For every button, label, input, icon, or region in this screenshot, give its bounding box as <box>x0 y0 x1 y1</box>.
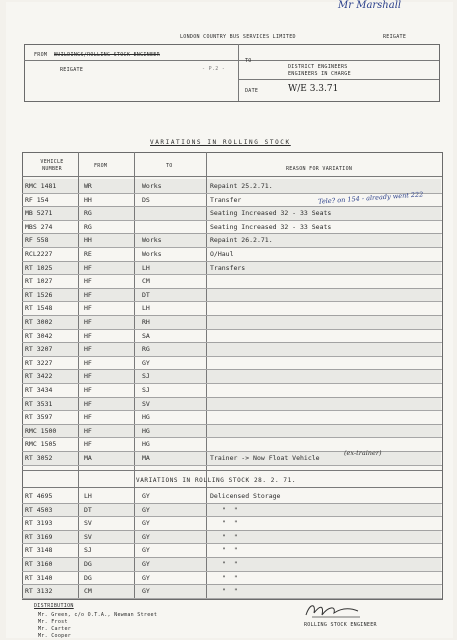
from-depot: DT <box>84 505 92 514</box>
from-depot: DG <box>84 560 92 568</box>
reason: " " <box>222 546 240 555</box>
company-name: LONDON COUNTRY BUS SERVICES LIMITED <box>180 34 296 40</box>
vehicle-number: RT 3169 <box>25 532 53 541</box>
to-depot: Works <box>142 182 162 190</box>
to-depot: HG <box>142 426 150 435</box>
distribution-line-4: Mr. Cooper <box>38 633 72 639</box>
distribution-line-3: Mr. Carter <box>38 626 72 632</box>
table-row <box>22 274 441 288</box>
to-depot: SJ <box>142 386 150 394</box>
to-depot: HG <box>142 413 150 422</box>
to-depot: GY <box>142 358 150 367</box>
date-label: DATE <box>245 88 259 94</box>
from-label: FROM <box>34 52 48 58</box>
reason: " " <box>222 532 240 541</box>
table-row <box>22 329 441 343</box>
from-depot: LH <box>84 492 92 500</box>
table-row <box>22 356 441 370</box>
vehicle-number: RT 3227 <box>25 358 53 367</box>
table-row <box>22 489 441 503</box>
signature-label: ROLLING STOCK ENGINEER <box>304 622 377 628</box>
to-depot: GY <box>142 546 150 555</box>
from-depot: RE <box>84 250 92 258</box>
to-line2: ENGINEERS IN CHARGE <box>288 71 351 77</box>
from-depot: HH <box>84 195 92 204</box>
col-header-from: FROM <box>94 163 108 169</box>
reason: Repaint 25.2.71. <box>210 182 273 190</box>
to-depot: GY <box>142 505 150 514</box>
from-depot: RG <box>84 222 92 231</box>
to-depot: GY <box>142 532 150 541</box>
to-depot: DT <box>142 290 150 299</box>
header-line <box>24 60 439 61</box>
to-depot: RG <box>142 345 150 354</box>
vehicle-number: RT 3160 <box>25 560 53 568</box>
table-row <box>22 288 441 302</box>
table-row <box>22 315 441 329</box>
table-row <box>22 397 441 411</box>
from-depot: CM <box>84 587 92 596</box>
to-depot: GY <box>142 587 150 596</box>
reason: Seating Increased 32 - 33 Seats <box>210 222 332 231</box>
col-header-vehicle: VEHICLE NUMBER <box>40 159 64 172</box>
to-depot: GY <box>142 492 150 500</box>
signature-scribble <box>302 599 366 621</box>
vehicle-number: RMC 1500 <box>25 426 57 435</box>
date-value: W/E 3.3.71 <box>288 84 339 94</box>
table-row <box>22 369 441 383</box>
from-depot: HF <box>84 413 92 422</box>
reference: - P.2 - <box>202 66 226 72</box>
from-depot: HF <box>84 372 92 381</box>
vehicle-number: RT 4695 <box>25 492 53 500</box>
header-line-date <box>238 79 439 80</box>
to-depot: HG <box>142 440 150 449</box>
from-location: REIGATE <box>60 67 84 73</box>
row-line <box>22 465 442 466</box>
to-depot: MA <box>142 454 150 462</box>
from-depot: HF <box>84 426 92 435</box>
from-depot: HF <box>84 304 92 313</box>
vehicle-number: RF 558 <box>25 236 49 245</box>
vehicle-number: RT 3531 <box>25 399 53 408</box>
handwritten-addressee: Mr Marshall <box>338 0 402 11</box>
header-divider <box>238 44 239 101</box>
from-depot: HF <box>84 277 92 286</box>
from-depot: SJ <box>84 546 92 555</box>
to-depot: SA <box>142 331 150 340</box>
from-depot: SV <box>84 532 92 541</box>
to-depot: Works <box>142 236 162 245</box>
reason: Seating Increased 32 - 33 Seats <box>210 209 332 218</box>
vehicle-number: RT 3132 <box>25 587 53 596</box>
to-depot: LH <box>142 304 150 313</box>
col-header-to: TO <box>166 163 173 169</box>
to-line1: DISTRICT ENGINEERS <box>288 64 348 70</box>
vehicle-number: RMC 1481 <box>25 182 57 190</box>
to-label: TO <box>245 58 252 64</box>
table-row <box>22 383 441 397</box>
to-depot: RH <box>142 318 150 326</box>
table-row <box>22 503 441 517</box>
vehicle-number: RT 3002 <box>25 318 53 326</box>
reason: " " <box>222 560 240 568</box>
table-row <box>22 424 441 438</box>
vehicle-number: RF 154 <box>25 195 49 204</box>
section-title: VARIATIONS IN ROLLING STOCK <box>150 139 291 146</box>
vehicle-number: RT 4503 <box>25 505 53 514</box>
from-depot: MA <box>84 454 92 462</box>
vehicle-number: RT 3193 <box>25 519 53 528</box>
vehicle-number: RT 1025 <box>25 263 53 272</box>
table-row <box>22 530 441 544</box>
reason: " " <box>222 505 240 514</box>
table-row <box>22 233 441 247</box>
from-depot: WR <box>84 182 92 190</box>
col-header-reason: REASON FOR VARIATION <box>286 166 353 172</box>
vehicle-number: RT 1027 <box>25 277 53 286</box>
from-depot: RG <box>84 209 92 218</box>
company-location: REIGATE <box>383 34 407 40</box>
to-depot: GY <box>142 560 150 568</box>
table-row <box>22 342 441 356</box>
vehicle-number: RT 3148 <box>25 546 53 555</box>
to-depot: GY <box>142 519 150 528</box>
table-row <box>22 543 441 557</box>
table-row <box>22 206 441 220</box>
table-row <box>22 301 441 315</box>
from-depot: DG <box>84 573 92 582</box>
to-depot: Works <box>142 250 162 258</box>
header-row-line <box>22 176 442 177</box>
from-depot: HH <box>84 236 92 245</box>
row-line <box>22 598 442 599</box>
vehicle-number: RT 3207 <box>25 345 53 354</box>
handwritten-note-trainer: (ex-trainer) <box>344 449 382 457</box>
reason: " " <box>222 587 240 596</box>
to-depot: GY <box>142 573 150 582</box>
from-value: BUILDINGS/ROLLING STOCK ENGINEER <box>54 52 160 58</box>
reason: Transfers <box>210 263 246 272</box>
table-row <box>22 516 441 530</box>
table-row <box>22 179 441 193</box>
table-row <box>22 247 441 261</box>
from-depot: HF <box>84 358 92 367</box>
from-depot: HF <box>84 263 92 272</box>
from-depot: HF <box>84 331 92 340</box>
vehicle-number: RT 3422 <box>25 372 53 381</box>
section2-title: VARIATIONS IN ROLLING STOCK 28. 2. 71. <box>136 477 297 484</box>
vehicle-number: RT 1526 <box>25 290 53 299</box>
from-depot: HF <box>84 345 92 354</box>
table-row <box>22 410 441 424</box>
to-depot: SJ <box>142 372 150 381</box>
reason: Transfer <box>210 195 242 204</box>
from-depot: HF <box>84 440 92 449</box>
to-depot: LH <box>142 263 150 272</box>
reason: Repaint 26.2.71. <box>210 236 273 245</box>
vehicle-number: RT 3052 <box>25 454 53 462</box>
table-row <box>22 261 441 275</box>
distribution-label: DISTRIBUTION <box>34 603 74 609</box>
vehicle-number: RT 3042 <box>25 331 53 340</box>
to-depot: DS <box>142 195 150 204</box>
reason: Delicensed Storage <box>210 492 281 500</box>
vehicle-number: RT 3140 <box>25 573 53 582</box>
from-depot: SV <box>84 519 92 528</box>
vehicle-number: MB 5271 <box>25 209 53 218</box>
reason: Trainer -> Now Float Vehicle <box>210 454 320 462</box>
section2-top-line <box>22 470 442 471</box>
table-row <box>22 220 441 234</box>
from-depot: HF <box>84 399 92 408</box>
distribution-line-1: Mr. Green, c/o O.T.A., Newman Street <box>38 612 158 618</box>
from-depot: HF <box>84 386 92 394</box>
distribution-line-2: Mr. Frost <box>38 619 68 625</box>
to-depot: CM <box>142 277 150 286</box>
reason: " " <box>222 573 240 582</box>
vehicle-number: MBS 274 <box>25 222 53 231</box>
from-depot: HF <box>84 318 92 326</box>
section2-title-line <box>22 487 442 488</box>
vehicle-number: RMC 1505 <box>25 440 57 449</box>
from-depot: HF <box>84 290 92 299</box>
table-row <box>22 571 441 585</box>
to-depot: SV <box>142 399 150 408</box>
table-row <box>22 584 441 598</box>
vehicle-number: RT 1548 <box>25 304 53 313</box>
reason: O/Haul <box>210 250 234 258</box>
handwritten-note-transfer: Tele? on 154 - already went 222 <box>317 190 424 206</box>
table-row <box>22 557 441 571</box>
vehicle-number: RT 3597 <box>25 413 53 422</box>
vehicle-number: RT 3434 <box>25 386 53 394</box>
vehicle-number: RCL2227 <box>25 250 53 258</box>
reason: " " <box>222 519 240 528</box>
